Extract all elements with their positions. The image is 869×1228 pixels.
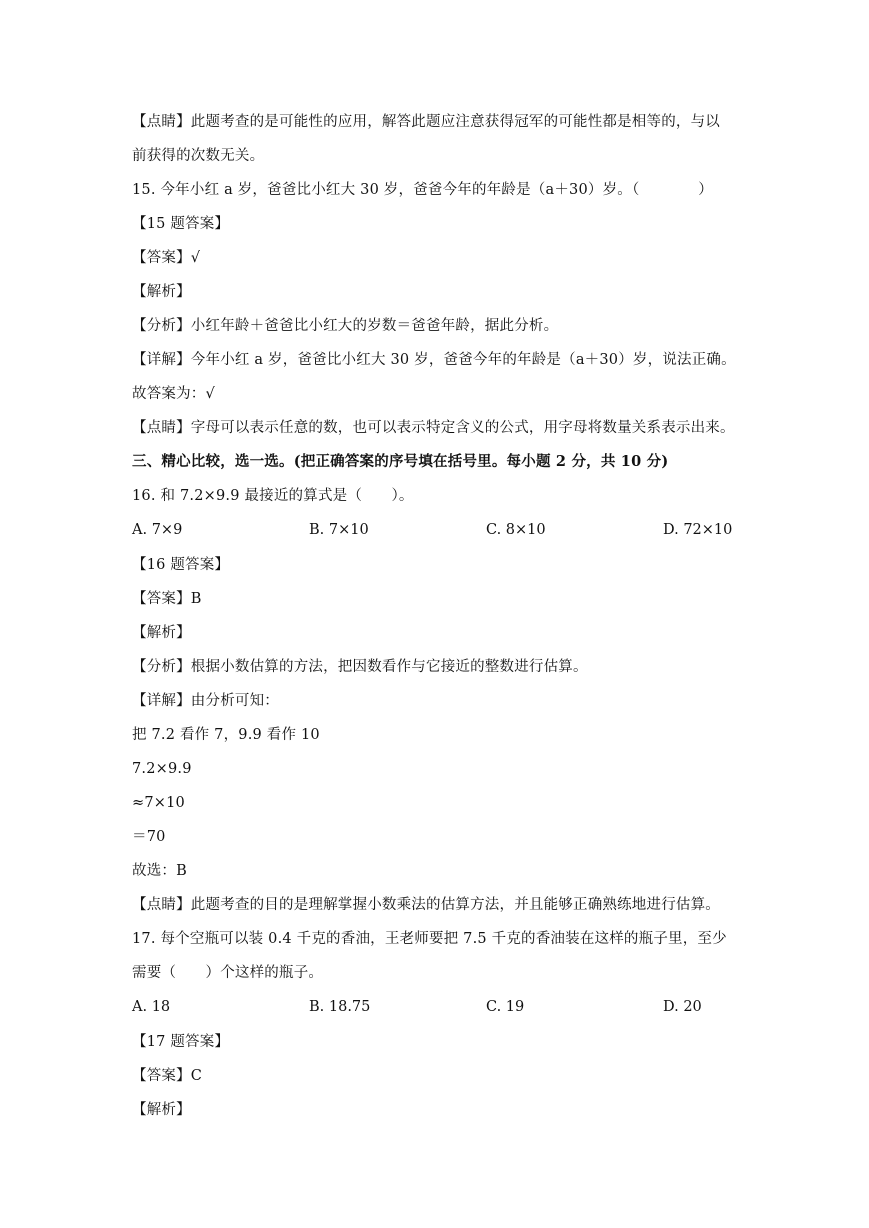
q15-tip: 【点睛】字母可以表示任意的数，也可以表示特定含义的公式，用字母将数量关系表示出来。 [132, 420, 735, 436]
question-17-line-2: 需要（ ）个这样的瓶子。 [132, 965, 324, 981]
question-15: 15. 今年小红 a 岁，爸爸比小红大 30 岁，爸爸今年的年龄是（a＋30）岁。（ ） [132, 182, 713, 198]
q16-analysis-heading: 【解析】 [132, 625, 191, 641]
q17-option-b: B. 18.75 [309, 999, 371, 1015]
q15-conclusion: 故答案为：√ [132, 386, 215, 402]
q16-step-4: ＝70 [132, 829, 166, 845]
q16-step-3: ≈7×10 [132, 795, 185, 811]
q15-analysis: 【分析】小红年龄＋爸爸比小红大的岁数＝爸爸年龄，据此分析。 [132, 318, 559, 334]
q15-answer-heading: 【15 题答案】 [132, 216, 230, 232]
section-3-heading: 三、精心比较，选一选。(把正确答案的序号填在括号里。每小题 2 分，共 10 分) [132, 453, 669, 470]
q16-option-c: C. 8×10 [486, 522, 546, 538]
q17-option-d: D. 20 [663, 999, 702, 1015]
q15-analysis-heading: 【解析】 [132, 284, 191, 300]
q16-tip: 【点睛】此题考查的目的是理解掌握小数乘法的估算方法，并且能够正确熟练地进行估算。 [132, 897, 720, 913]
q16-conclusion: 故选：B [132, 863, 187, 879]
q17-option-c: C. 19 [486, 999, 525, 1015]
q17-answer-heading: 【17 题答案】 [132, 1034, 230, 1050]
q16-step-2: 7.2×9.9 [132, 761, 192, 777]
q15-answer: 【答案】√ [132, 250, 201, 266]
q17-option-a: A. 18 [132, 999, 171, 1015]
q16-answer: 【答案】B [132, 591, 202, 607]
q16-analysis: 【分析】根据小数估算的方法，把因数看作与它接近的整数进行估算。 [132, 659, 588, 675]
q16-step-1: 把 7.2 看作 7，9.9 看作 10 [132, 727, 320, 743]
q17-analysis-heading: 【解析】 [132, 1102, 191, 1118]
tip-line-1: 【点睛】此题考查的是可能性的应用，解答此题应注意获得冠军的可能性都是相等的，与以 [132, 114, 720, 130]
q15-detail: 【详解】今年小红 a 岁，爸爸比小红大 30 岁，爸爸今年的年龄是（a＋30）岁，说法正确。 [132, 352, 736, 368]
q16-option-d: D. 72×10 [663, 522, 733, 538]
question-17-line-1: 17. 每个空瓶可以装 0.4 千克的香油，王老师要把 7.5 千克的香油装在这样的瓶子里，至少 [132, 931, 727, 947]
question-16: 16. 和 7.2×9.9 最接近的算式是（ ）。 [132, 488, 414, 504]
q17-answer: 【答案】C [132, 1068, 203, 1084]
q16-option-a: A. 7×9 [132, 522, 183, 538]
q16-answer-heading: 【16 题答案】 [132, 557, 230, 573]
q16-detail: 【详解】由分析可知： [132, 693, 279, 709]
tip-line-2: 前获得的次数无关。 [132, 148, 265, 164]
q16-option-b: B. 7×10 [309, 522, 369, 538]
